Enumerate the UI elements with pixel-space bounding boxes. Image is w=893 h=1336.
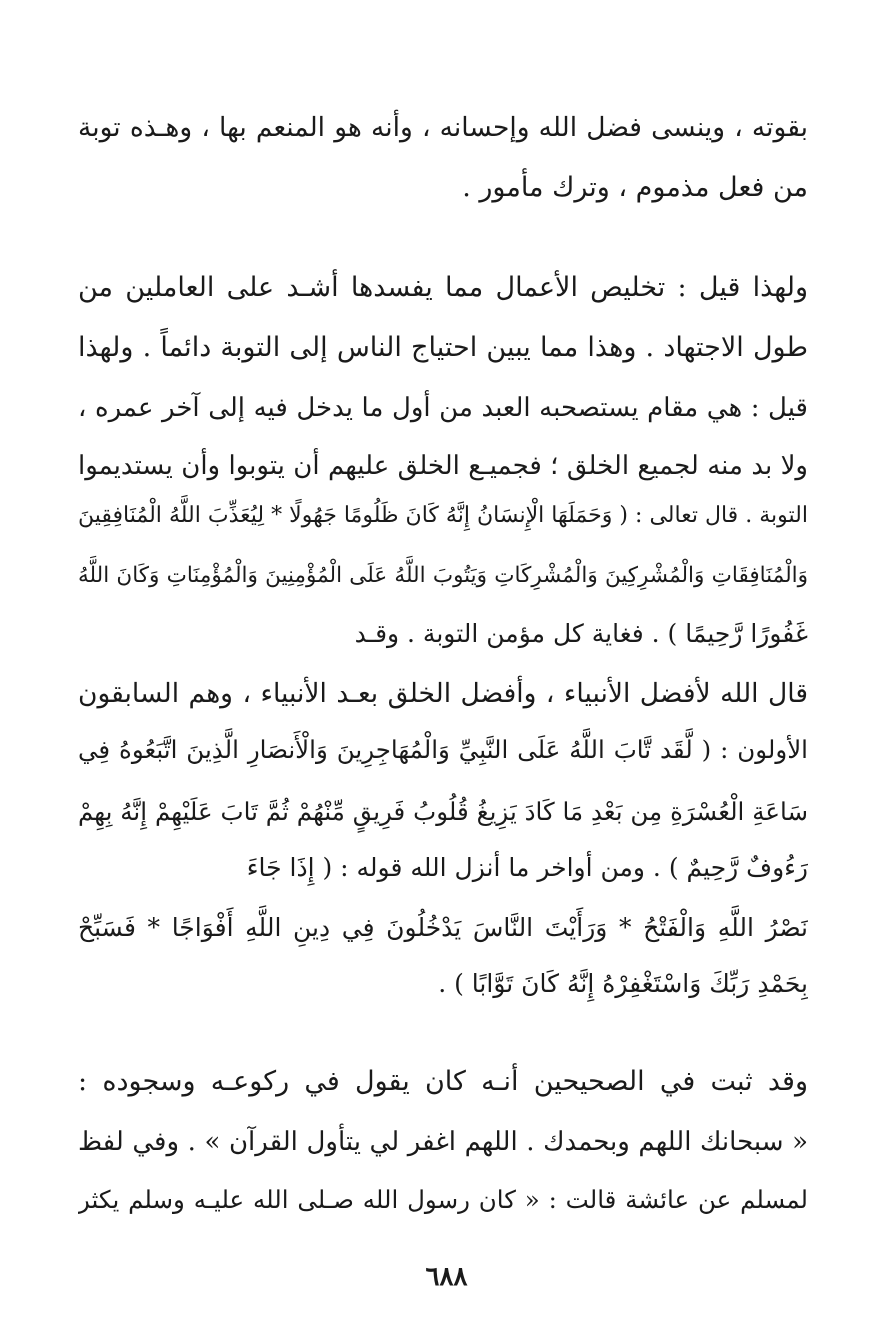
quran-verse-line: سَاعَةِ الْعُسْرَةِ مِن بَعْدِ مَا كَادَ يَزِيغُ قُلُوبُ فَرِيقٍ مِّنْهُمْ ثُمَّ تَابَ عَلَيْهِمْ إِنَّهُ بِهِمْ — [78, 797, 808, 826]
quran-verse-line: بِحَمْدِ رَبِّكَ وَاسْتَغْفِرْهُ إِنَّهُ كَانَ تَوَّابًا ) . — [438, 969, 808, 998]
quran-verse-line: رَءُوفٌ رَّحِيمٌ ) . ومن أواخر ما أنزل الله قوله : ( إِذَا جَاءَ — [246, 853, 808, 882]
quran-verse-line: الأولون : ( لَّقَد تَّابَ اللَّهُ عَلَى النَّبِيِّ وَالْمُهَاجِرِينَ وَالْأَنصَارِ الَّذِينَ اتَّبَعُوهُ فِي — [78, 735, 808, 764]
text-line: من فعل مذموم ، وترك مأمور . — [462, 172, 808, 203]
text-line: لمسلم عن عائشة قالت : « كان رسول الله صـلى الله عليـه وسلم يكثر — [78, 1185, 808, 1214]
quran-verse-line: وَالْمُنَافِقَاتِ وَالْمُشْرِكِينَ وَالْمُشْرِكَاتِ وَيَتُوبَ اللَّهُ عَلَى الْمُؤْمِنِينَ وَالْمُؤْمِنَاتِ وَكَانَ اللَّهُ — [78, 563, 808, 588]
page-number: ٦٨٨ — [425, 1262, 468, 1292]
text-line: قال الله لأفضل الأنبياء ، وأفضل الخلق بعـد الأنبياء ، وهم السابقون — [78, 678, 808, 709]
quran-verse-line: غَفُورًا رَّحِيمًا ) . فغاية كل مؤمن التوبة . وقـد — [354, 619, 808, 648]
text-line: بقوته ، وينسى فضل الله وإحسانه ، وأنه هو المنعم بها ، وهـذه توبة — [78, 112, 808, 143]
text-line: طول الاجتهاد . وهذا مما يبين احتياج الناس إلى التوبة دائماً . ولهذا — [78, 332, 808, 363]
text-line: ولهذا قيل : تخليص الأعمال مما يفسدها أشـد على العاملين من — [78, 272, 808, 303]
text-line: وقد ثبت في الصحيحين أنـه كان يقول في ركوعـه وسجوده : — [78, 1066, 808, 1097]
quran-verse-line: نَصْرُ اللَّهِ وَالْفَتْحُ * وَرَأَيْتَ النَّاسَ يَدْخُلُونَ فِي دِينِ اللَّهِ أَفْوَاجًا * فَسَبِّحْ — [78, 913, 808, 942]
text-line: « سبحانك اللهم وبحمدك . اللهم اغفر لي يتأول القرآن » . وفي لفظ — [78, 1127, 808, 1157]
text-line: ولا بد منه لجميع الخلق ؛ فجميـع الخلق عليهم أن يتوبوا وأن يستديموا — [78, 451, 808, 481]
text-line: قيل : هي مقام يستصحبه العبد من أول ما يدخل فيه إلى آخر عمره ، — [78, 393, 808, 423]
quran-verse-line: التوبة . قال تعالى : ( وَحَمَلَهَا الْإِنسَانُ إِنَّهُ كَانَ ظَلُومًا جَهُولًا * لِيُعَذِّبَ اللَّهُ الْمُنَافِقِينَ — [78, 503, 808, 528]
